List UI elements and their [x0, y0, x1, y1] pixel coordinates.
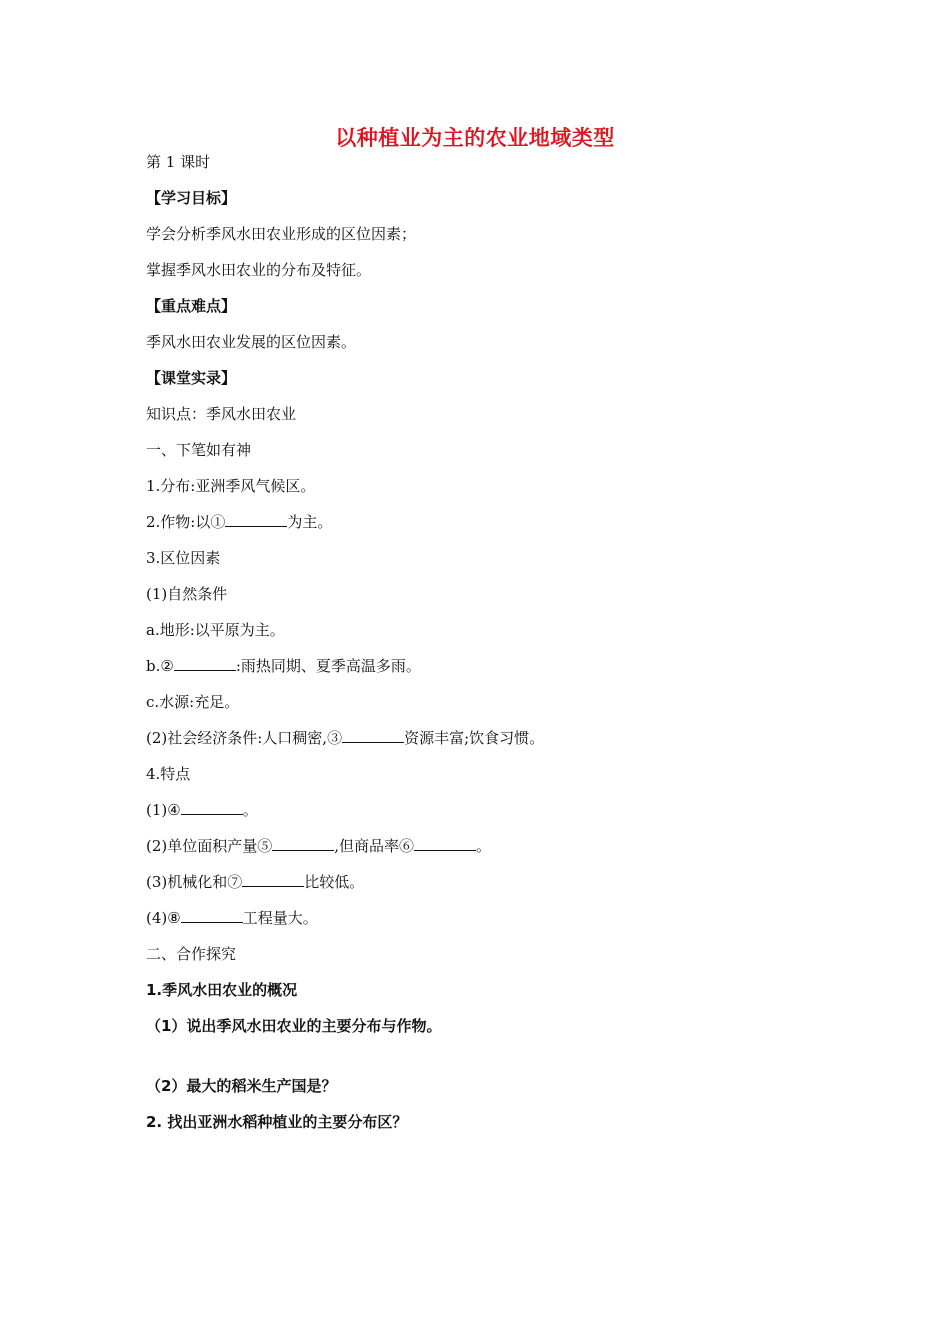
item-4-4-prefix: (4)⑧ — [146, 909, 181, 927]
blank-3 — [342, 728, 404, 743]
item-4-3 — [146, 872, 364, 892]
part-2-heading: 二、合作探究 — [146, 945, 237, 963]
question-1-1: （1）说出季风水田农业的主要分布与作物。 — [146, 1017, 442, 1035]
objective-2: 掌握季风水田农业的分布及特征。 — [146, 261, 372, 279]
item-2-prefix: 2.作物:以① — [146, 513, 226, 531]
blank-1 — [225, 512, 287, 527]
item-3-1-b-suffix: :雨热同期、夏季高温多雨。 — [235, 657, 421, 675]
item-3-1: (1)自然条件 — [146, 585, 228, 603]
item-3-2-suffix: 资源丰富;饮食习惯。 — [404, 729, 545, 747]
item-4-4 — [146, 908, 318, 928]
item-4-3-prefix: (3)机械化和⑦ — [146, 873, 243, 891]
item-4-1 — [146, 800, 258, 820]
knowledge-point: 知识点：季风水田农业 — [146, 405, 297, 423]
objective-1: 学会分析季风水田农业形成的区位因素； — [146, 225, 417, 243]
key-heading: 【重点难点】 — [146, 297, 237, 315]
item-2-suffix: 为主。 — [287, 513, 333, 531]
blank-8 — [181, 908, 243, 923]
item-4-2-middle: ,但商品率⑥ — [334, 837, 415, 855]
page-title: 以种植业为主的农业地域类型 — [335, 126, 615, 150]
item-3-1-c: c.水源:充足。 — [146, 693, 240, 711]
question-1: 1.季风水田农业的概况 — [146, 981, 298, 999]
objectives-heading: 【学习目标】 — [146, 189, 237, 207]
item-4-2 — [146, 836, 491, 856]
lesson-label: 第 1 课时 — [146, 153, 211, 171]
part-1-heading: 一、下笔如有神 — [146, 441, 252, 459]
item-1: 1.分布:亚洲季风气候区。 — [146, 477, 316, 495]
item-4: 4.特点 — [146, 765, 191, 783]
blank-5 — [272, 836, 334, 851]
item-4-2-suffix: 。 — [476, 837, 492, 855]
item-4-1-prefix: (1)④ — [146, 801, 181, 819]
blank-7 — [242, 872, 304, 887]
question-1-2: （2）最大的稻米生产国是？ — [146, 1077, 337, 1095]
item-3-1-b — [146, 656, 421, 676]
item-3-1-a: a.地形:以平原为主。 — [146, 621, 285, 639]
item-4-2-prefix: (2)单位面积产量⑤ — [146, 837, 273, 855]
item-4-4-suffix: 工程量大。 — [242, 909, 318, 927]
key-point: 季风水田农业发展的区位因素。 — [146, 333, 357, 351]
blank-2 — [174, 656, 236, 671]
item-2 — [146, 512, 332, 532]
item-4-1-suffix: 。 — [242, 801, 258, 819]
item-3-2 — [146, 728, 544, 748]
question-2: 2. 找出亚洲水稻种植业的主要分布区？ — [146, 1113, 408, 1131]
item-3-1-b-prefix: b.② — [146, 657, 174, 675]
blank-6 — [414, 836, 476, 851]
item-3: 3.区位因素 — [146, 549, 221, 567]
item-4-3-suffix: 比较低。 — [304, 873, 365, 891]
item-3-2-prefix: (2)社会经济条件:人口稠密,③ — [146, 729, 343, 747]
blank-4 — [181, 800, 243, 815]
class-heading: 【课堂实录】 — [146, 369, 237, 387]
